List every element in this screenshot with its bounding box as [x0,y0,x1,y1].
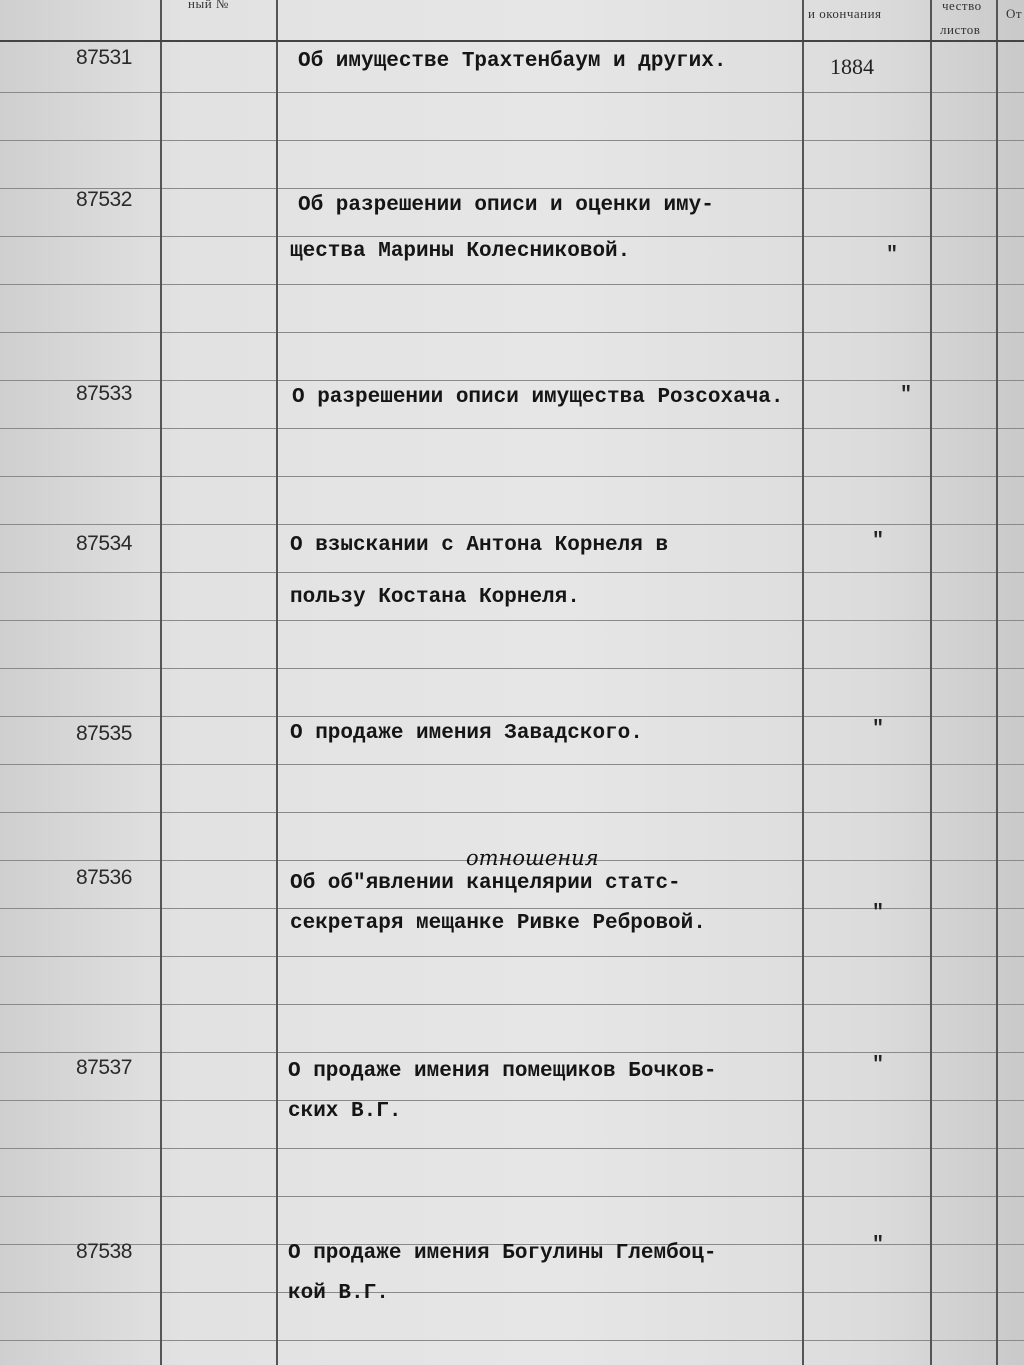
record-title-line: О продаже имения Завадского. [290,722,643,745]
header-col-dates: и окончания [808,6,882,21]
record-title-line: О разрешении описи имущества Розсохача. [292,386,784,409]
ruled-line [0,92,1024,93]
column-divider [160,0,162,1365]
record-title-line: О продаже имения помещиков Бочков- [288,1060,717,1083]
ruled-line [0,428,1024,429]
record-date-ditto: " [886,244,899,267]
ruled-line [0,1004,1024,1005]
column-divider [930,0,932,1365]
record-number: 87531 [76,46,132,69]
ruled-line [0,1100,1024,1101]
record-title-line: кой В.Г. [288,1282,389,1305]
record-number: 87535 [76,722,132,745]
record-date-ditto: " [872,1054,885,1077]
ruled-line [0,1196,1024,1197]
ruled-line [0,1292,1024,1293]
record-title-line: Об имуществе Трахтенбаум и других. [298,50,727,73]
record-title-line: О продаже имения Богулины Глембоц- [288,1242,717,1265]
header-col-number: ный № [188,0,229,11]
record-title-line: щества Марины Колесниковой. [290,240,631,263]
ruled-line [0,1340,1024,1341]
record-title-line: О взыскании с Антона Корнеля в [290,534,669,557]
column-divider [802,0,804,1365]
record-date-ditto: " [872,530,885,553]
column-divider [276,0,278,1365]
ruled-line [0,764,1024,765]
record-title-line: ских В.Г. [288,1100,402,1123]
record-date-ditto: " [872,1234,885,1257]
record-date-ditto: " [872,902,885,925]
record-title-line: секретаря мещанке Ривке Ребровой. [290,912,706,935]
record-number: 87538 [76,1240,132,1263]
record-number: 87537 [76,1056,132,1079]
record-title-line: пользу Костана Корнеля. [290,586,580,609]
record-number: 87532 [76,188,132,211]
record-date-ditto: " [900,384,913,407]
ruled-line [0,476,1024,477]
ruled-line [0,332,1024,333]
record-number: 87533 [76,382,132,405]
record-title-line: Об об"явлении канцелярии статс- [290,872,681,895]
record-date: 1884 [830,54,874,79]
ruled-line [0,1148,1024,1149]
record-number: 87536 [76,866,132,889]
ruled-line [0,956,1024,957]
header-col-sheets-1: чество [942,0,982,13]
record-number: 87534 [76,532,132,555]
ruled-line [0,812,1024,813]
ruled-line [0,668,1024,669]
record-date-ditto: " [872,718,885,741]
handwritten-insertion: отношения [466,846,599,870]
header-col-sheets-2: листов [940,22,981,37]
column-divider [996,0,998,1365]
ruled-line [0,284,1024,285]
record-title-line: Об разрешении описи и оценки иму- [298,194,714,217]
header-col-extra: От [1006,6,1023,21]
ruled-line [0,140,1024,141]
